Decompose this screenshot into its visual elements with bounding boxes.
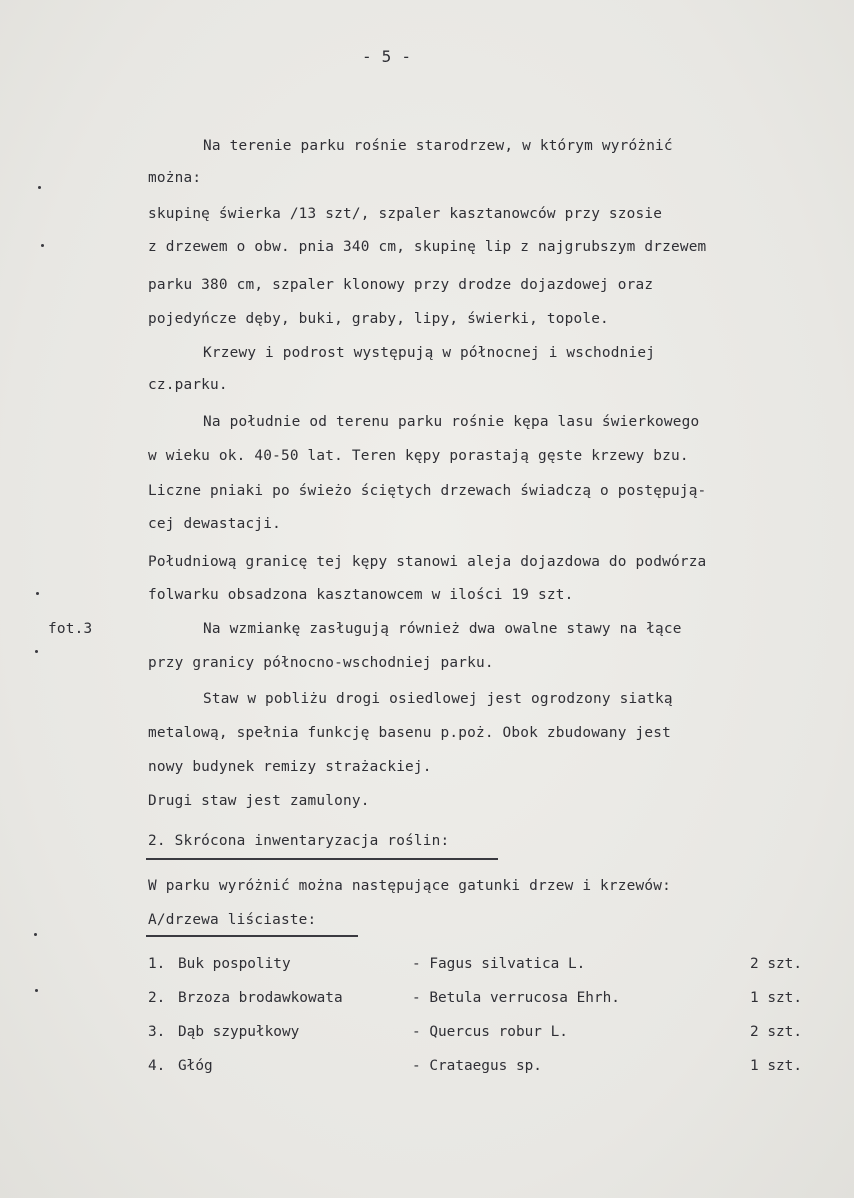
species-name: Brzoza brodawkowata	[178, 990, 343, 1006]
margin-note: fot.3	[48, 621, 93, 637]
text-line: Na południe od terenu parku rośnie kępa lasu świerkowego	[203, 414, 700, 430]
margin-mark	[34, 933, 37, 936]
text-line: pojedyńcze dęby, buki, graby, lipy, świerki, topole.	[148, 311, 609, 327]
margin-mark	[36, 592, 39, 595]
margin-mark	[41, 244, 44, 247]
text-line: cz.parku.	[148, 377, 228, 393]
species-quantity: 2 szt.	[750, 956, 802, 972]
species-quantity: 2 szt.	[750, 1024, 802, 1040]
text-line: z drzewem o obw. pnia 340 cm, skupinę lip z najgrubszym drzewem	[148, 239, 707, 255]
text-line: cej dewastacji.	[148, 516, 281, 532]
text-line: metalową, spełnia funkcję basenu p.poż. Obok zbudowany jest	[148, 725, 671, 741]
text-line: skupinę świerka /13 szt/, szpaler kasztanowców przy szosie	[148, 206, 663, 222]
margin-mark	[38, 186, 41, 189]
species-latin: - Betula verrucosa Ehrh.	[412, 990, 620, 1006]
species-name: Buk pospolity	[178, 956, 291, 972]
text-line: można:	[148, 170, 202, 186]
text-line: Południową granicę tej kępy stanowi aleja dojazdowa do podwórza	[148, 554, 707, 570]
species-number: 4.	[148, 1058, 166, 1074]
text-line: Drugi staw jest zamulony.	[148, 793, 370, 809]
page-number: - 5 -	[362, 47, 412, 66]
subheading: A/drzewa liściaste:	[148, 912, 317, 928]
text-line: Krzewy i podrost występują w północnej i wschodniej	[203, 345, 656, 361]
species-number: 1.	[148, 956, 166, 972]
subheading-underline	[146, 935, 358, 937]
text-line: nowy budynek remizy strażackiej.	[148, 759, 432, 775]
species-name: Dąb szypułkowy	[178, 1024, 300, 1040]
species-quantity: 1 szt.	[750, 990, 802, 1006]
text-line: w wieku ok. 40-50 lat. Teren kępy porastają gęste krzewy bzu.	[148, 448, 689, 464]
species-number: 2.	[148, 990, 166, 1006]
text-line: Liczne pniaki po świeżo ściętych drzewach świadczą o postępują-	[148, 483, 707, 499]
margin-mark	[35, 650, 38, 653]
section-heading-underline	[146, 858, 498, 860]
species-latin: - Crataegus sp.	[412, 1058, 542, 1074]
section-heading: 2. Skrócona inwentaryzacja roślin:	[148, 833, 450, 849]
species-name: Głóg	[178, 1058, 213, 1074]
species-latin: - Quercus robur L.	[412, 1024, 568, 1040]
text-line: Na terenie parku rośnie starodrzew, w którym wyróżnić	[203, 138, 673, 154]
text-line: przy granicy północno-wschodniej parku.	[148, 655, 494, 671]
species-quantity: 1 szt.	[750, 1058, 802, 1074]
species-latin: - Fagus silvatica L.	[412, 956, 586, 972]
margin-mark	[35, 989, 38, 992]
text-line: Staw w pobliżu drogi osiedlowej jest ogrodzony siatką	[203, 691, 673, 707]
text-line: folwarku obsadzona kasztanowcem w ilości 19 szt.	[148, 587, 574, 603]
species-number: 3.	[148, 1024, 166, 1040]
text-line: parku 380 cm, szpaler klonowy przy drodze dojazdowej oraz	[148, 277, 654, 293]
text-line: Na wzmiankę zasługują również dwa owalne stawy na łące	[203, 621, 682, 637]
intro-line: W parku wyróżnić można następujące gatunki drzew i krzewów:	[148, 878, 671, 894]
